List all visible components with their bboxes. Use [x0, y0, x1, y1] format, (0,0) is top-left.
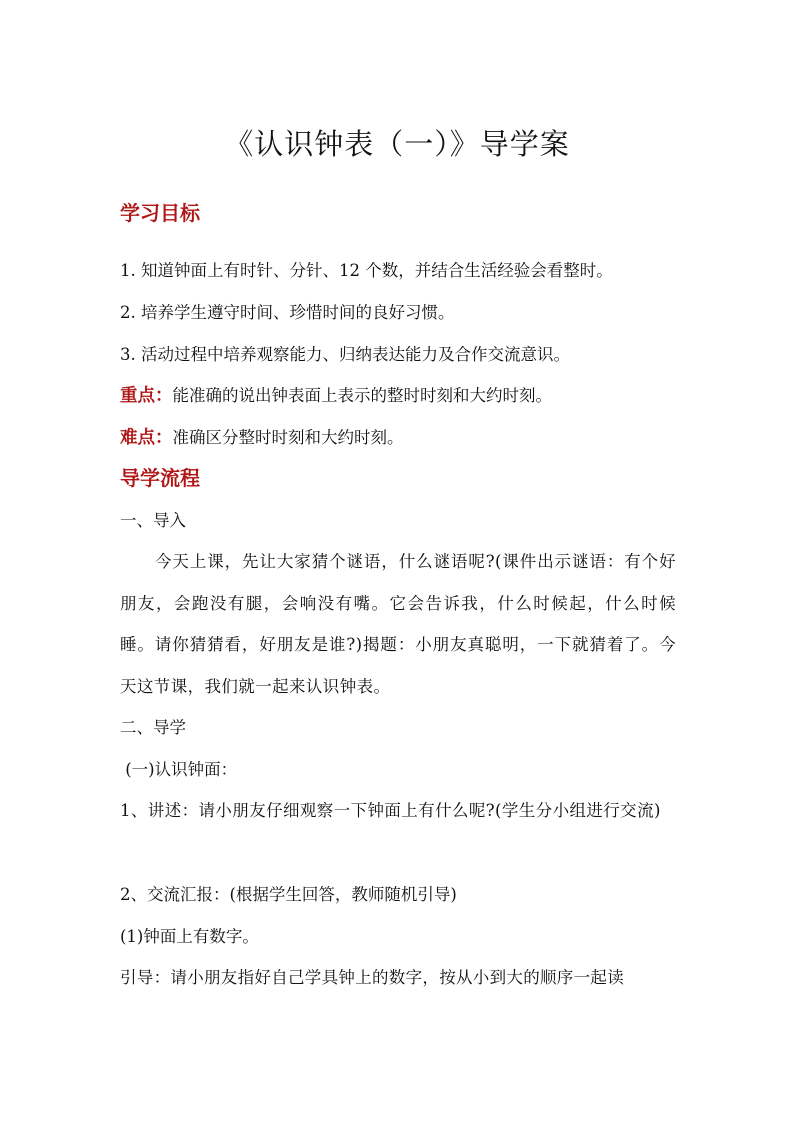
section-1-title: 一、导入 — [120, 511, 186, 530]
key-point-text: 能准确的说出钟表面上表示的整时时刻和大约时刻。 — [172, 386, 552, 405]
objective-item-1: 1. 知道钟面上有时针、分针、12 个数，并结合生活经验会看整时。 — [120, 261, 613, 280]
section-2-title: 二、导学 — [120, 718, 186, 737]
subsection-title: (一)认识钟面： — [120, 760, 238, 779]
objectives-heading: 学习目标 — [120, 201, 200, 225]
difficulty — [120, 424, 404, 452]
step-1: 1、讲述：请小朋友仔细观察一下钟面上有什么呢?(学生分小组进行交流) — [120, 801, 661, 820]
objective-item-3: 3. 活动过程中培养观察能力、归纳表达能力及合作交流意识。 — [120, 345, 570, 364]
process-heading: 导学流程 — [120, 466, 200, 490]
section-1-paragraph: 今天上课，先让大家猜个谜语，什么谜语呢?(课件出示谜语：有个好朋友，会跑没有腿，会响没有嘴。它会告诉我，什么时候起，什么时候睡。请你猜猜看，好朋友是谁?)揭题：小朋友真聪明，一下就猜着了。今天这节课，我们就一起来认识钟表。 — [120, 552, 676, 696]
objective-item-2: 2. 培养学生遵守时间、珍惜时间的良好习惯。 — [120, 303, 455, 322]
guide-text: 引导：请小朋友指好自己学具钟上的数字，按从小到大的顺序一起读 — [120, 968, 624, 987]
difficulty-label: 难点： — [120, 428, 173, 448]
key-point — [120, 382, 552, 410]
document-title: 《认识钟表（一）》导学案 — [224, 127, 570, 161]
difficulty-text: 准确区分整时时刻和大约时刻。 — [172, 428, 404, 447]
step-2: 2、交流汇报：(根据学生回答，教师随机引导) — [120, 885, 457, 904]
key-point-label: 重点： — [120, 386, 173, 406]
point-1: (1)钟面上有数字。 — [120, 927, 259, 946]
